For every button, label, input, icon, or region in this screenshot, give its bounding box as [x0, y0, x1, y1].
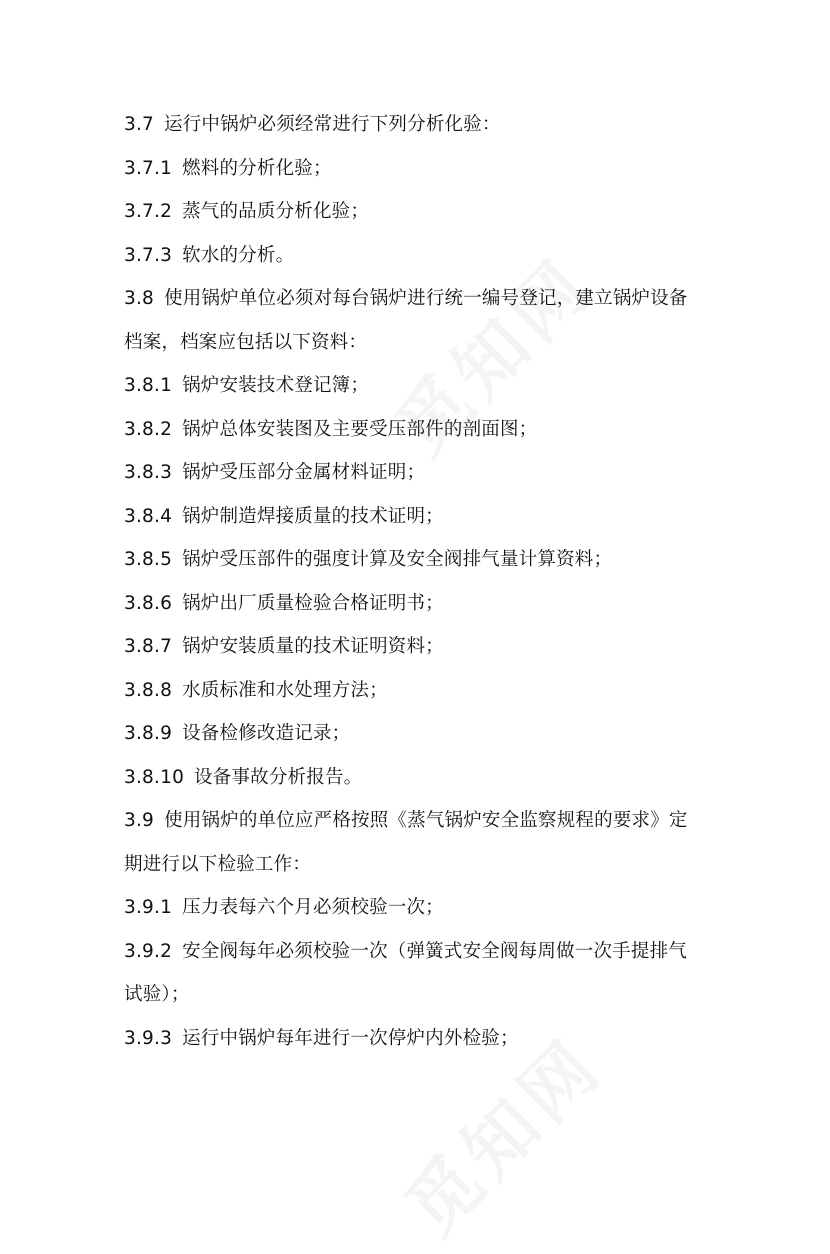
- clause-text: 档案，档案应包括以下资料：: [124, 331, 368, 353]
- paragraph-line: [124, 1017, 724, 1061]
- clause-number: 3.8.1: [124, 375, 173, 396]
- clause-text: 使用锅炉单位必须对每台锅炉进行统一编号登记，建立锅炉设备: [164, 288, 688, 309]
- clause-number: 3.8.5: [124, 549, 173, 570]
- paragraph-line: [124, 843, 724, 887]
- paragraph-line: [124, 190, 724, 234]
- clause-text: 运行中锅炉必须经常进行下列分析化验：: [164, 114, 501, 135]
- clause-text: 压力表每六个月必须校验一次；: [182, 897, 444, 918]
- clause-text: 蒸气的品质分析化验；: [182, 201, 370, 222]
- paragraph-line: [124, 103, 724, 147]
- clause-text: 设备检修改造记录；: [182, 723, 351, 744]
- paragraph-line: [124, 973, 724, 1017]
- clause-number: 3.8.6: [124, 592, 173, 614]
- clause-number: 3.8.8: [124, 679, 173, 701]
- clause-number: 3.8.7: [124, 636, 173, 657]
- paragraph-line: [124, 408, 724, 452]
- paragraph-line: [124, 364, 724, 408]
- paragraph-line: [124, 234, 724, 278]
- clause-number: 3.8.3: [124, 462, 173, 483]
- clause-text: 使用锅炉的单位应严格按照《蒸气锅炉安全监察规程的要求》定: [164, 810, 688, 831]
- clause-text: 设备事故分析报告。: [194, 766, 363, 788]
- clause-number: 3.7.3: [124, 244, 173, 266]
- clause-text: 锅炉受压部件的强度计算及安全阀排气量计算资料；: [182, 549, 613, 570]
- clause-number: 3.7.2: [124, 201, 173, 222]
- clause-number: 3.7.1: [124, 157, 173, 179]
- paragraph-line: [124, 756, 724, 800]
- paragraph-line: [124, 886, 724, 930]
- clause-text: 锅炉安装质量的技术证明资料；: [182, 636, 444, 657]
- clause-text: 安全阀每年必须校验一次（弹簧式安全阀每周做一次手提排气: [182, 940, 687, 962]
- clause-number: 3.8.4: [124, 505, 173, 527]
- paragraph-line: [124, 277, 724, 321]
- clause-number: 3.8.9: [124, 723, 173, 744]
- paragraph-line: [124, 582, 724, 626]
- paragraph-line: [124, 451, 724, 495]
- clause-number: 3.9.2: [124, 940, 173, 962]
- clause-text: 锅炉安装技术登记簿；: [182, 375, 370, 396]
- clause-number: 3.8: [124, 288, 155, 309]
- paragraph-line: [124, 147, 724, 191]
- clause-text: 期进行以下检验工作：: [124, 853, 312, 875]
- clause-number: 3.9: [124, 810, 155, 831]
- paragraph-line: [124, 799, 724, 843]
- clause-number: 3.8.2: [124, 418, 173, 440]
- paragraph-line: [124, 669, 724, 713]
- clause-text: 软水的分析。: [182, 244, 295, 266]
- clause-text: 锅炉出厂质量检验合格证明书；: [182, 592, 444, 614]
- clause-number: 3.9.3: [124, 1027, 173, 1049]
- paragraph-line: [124, 930, 724, 974]
- clause-text: 运行中锅炉每年进行一次停炉内外检验；: [182, 1027, 519, 1049]
- clause-number: 3.8.10: [124, 766, 185, 788]
- clause-text: 水质标准和水处理方法；: [182, 679, 388, 701]
- document-body: [124, 103, 724, 1060]
- clause-text: 锅炉受压部分金属材料证明；: [182, 462, 426, 483]
- paragraph-line: [124, 321, 724, 365]
- paragraph-line: [124, 495, 724, 539]
- clause-number: 3.9.1: [124, 897, 173, 918]
- clause-number: 3.7: [124, 114, 155, 135]
- paragraph-line: [124, 538, 724, 582]
- clause-text: 锅炉总体安装图及主要受压部件的剖面图；: [182, 418, 538, 440]
- paragraph-line: [124, 625, 724, 669]
- clause-text: 试验）；: [124, 984, 190, 1005]
- paragraph-line: [124, 712, 724, 756]
- clause-text: 锅炉制造焊接质量的技术证明；: [182, 505, 444, 527]
- clause-text: 燃料的分析化验；: [182, 157, 332, 179]
